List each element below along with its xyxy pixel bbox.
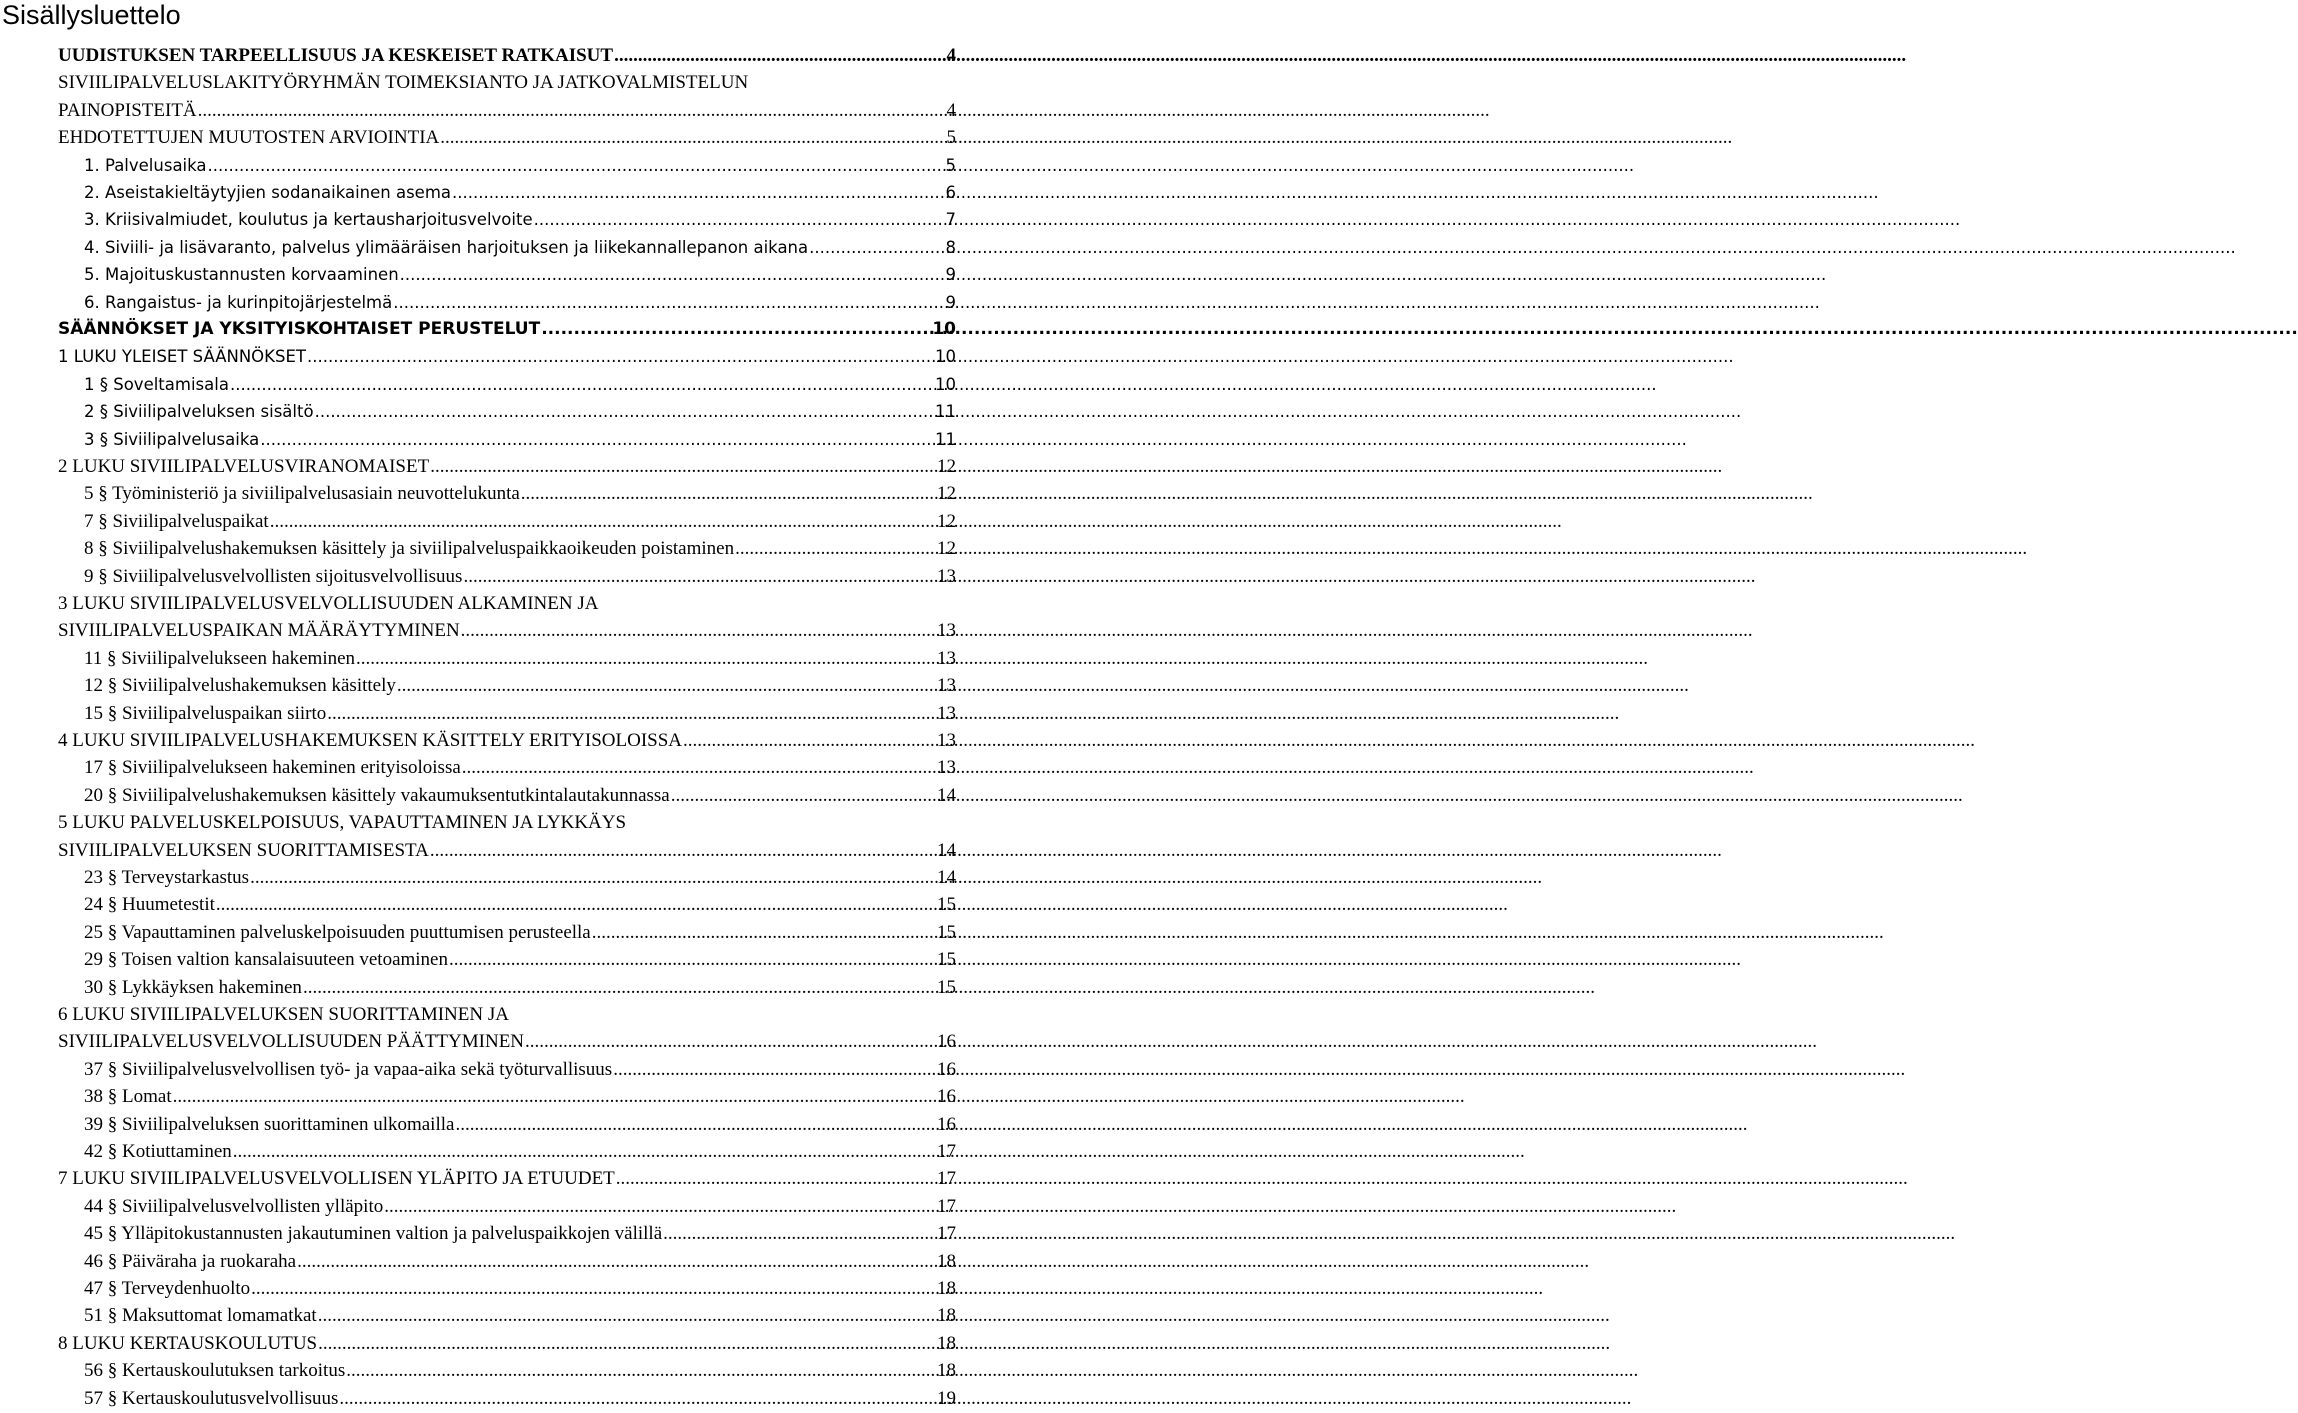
toc-entry[interactable] — [84, 1111, 956, 1138]
toc-entry-title: SIVIILIPALVELUSVELVOLLISUUDEN PÄÄTTYMINEN — [58, 1031, 525, 1053]
toc-entry-title: 44 § Siviilipalvelusvelvollisten ylläpito — [84, 1195, 384, 1217]
dot-leader — [392, 289, 942, 316]
toc-entry[interactable] — [58, 1330, 956, 1357]
toc-entry[interactable] — [84, 919, 956, 946]
toc-page-number: 4 — [946, 99, 956, 121]
toc-entry[interactable] — [84, 1275, 956, 1302]
toc-page-number: 13 — [937, 730, 956, 751]
toc-page-number: 5 — [946, 127, 956, 149]
toc-entry[interactable] — [58, 453, 956, 480]
toc-entry-title: 39 § Siviilipalveluksen suorittaminen ulkomailla — [84, 1113, 455, 1135]
toc-entry[interactable] — [84, 891, 956, 918]
dot-leader — [259, 426, 932, 453]
dot-leader — [345, 1357, 934, 1384]
toc-page-number: 12 — [937, 510, 956, 532]
dot-leader — [314, 398, 932, 425]
toc-entry-title: 3 LUKU SIVIILIPALVELUSVELVOLLISUUDEN ALKAMINEN JA — [58, 593, 599, 614]
toc-entry[interactable] — [84, 426, 956, 453]
toc-entry[interactable] — [58, 617, 956, 644]
toc-page-number: 14 — [937, 867, 956, 888]
toc-page-number: 18 — [937, 1332, 956, 1354]
toc-page-number: 16 — [937, 1113, 956, 1135]
toc-entry-title: 8 LUKU KERTAUSKOULUTUS — [58, 1332, 318, 1354]
toc-page-number: 16 — [937, 1058, 956, 1080]
toc-entry-title: 4. Siviili- ja lisävaranto, palvelus ylimääräisen harjoituksen ja liikekannallepanon aikana — [84, 237, 809, 257]
toc-entry[interactable] — [84, 179, 956, 206]
toc-page-number: 13 — [937, 757, 956, 779]
toc-entry[interactable] — [84, 1248, 956, 1275]
toc-page-number: 4 — [946, 45, 956, 66]
toc-page-number: 10 — [932, 319, 956, 339]
page-title: Sisällysluettelo — [2, 0, 181, 30]
dot-leader — [317, 1302, 934, 1329]
dot-leader — [338, 1385, 934, 1412]
toc-page-number: 10 — [935, 347, 956, 367]
toc-page-number: 18 — [937, 1360, 956, 1382]
toc-page-number: 6 — [945, 183, 956, 202]
toc-page-number: 17 — [937, 1141, 956, 1162]
dot-leader — [269, 508, 934, 535]
toc-page-number: 11 — [935, 402, 956, 422]
dot-leader — [612, 1056, 934, 1083]
toc-entry[interactable] — [84, 206, 956, 233]
toc-entry-title: 3 § Siviilipalvelusaika — [84, 429, 260, 449]
toc-entry[interactable] — [84, 1357, 956, 1384]
dot-leader — [662, 1220, 934, 1247]
dot-leader — [396, 672, 934, 699]
toc-entry[interactable] — [58, 1028, 956, 1055]
toc-entry-title: 11 § Siviilipalvelukseen hakeminen — [84, 647, 356, 669]
toc-entry-title: SIVIILIPALVELUSPAIKAN MÄÄRÄYTYMINEN — [58, 620, 460, 642]
toc-entry[interactable] — [84, 535, 956, 562]
toc-page-number: 14 — [937, 784, 956, 806]
toc-page-number: 16 — [937, 1031, 956, 1053]
dot-leader — [317, 1330, 934, 1357]
toc-page-number: 8 — [945, 237, 956, 257]
dot-leader — [355, 645, 934, 672]
dot-leader — [232, 1138, 934, 1165]
toc-entry-title: 45 § Ylläpitokustannusten jakautuminen valtion ja palveluspaikkojen välillä — [84, 1223, 663, 1245]
dot-leader — [207, 152, 943, 179]
toc-entry[interactable] — [58, 316, 956, 343]
toc-entry[interactable] — [84, 974, 956, 1001]
toc-page-number: 12 — [937, 456, 956, 477]
toc-page-number: 5 — [945, 155, 956, 175]
toc-entry[interactable] — [84, 234, 956, 261]
dot-leader — [439, 124, 943, 151]
toc-entry[interactable] — [58, 69, 956, 96]
toc-entry[interactable] — [84, 508, 956, 535]
toc-entry[interactable] — [84, 782, 956, 809]
toc-entry-title: 37 § Siviilipalvelusvelvollisen työ- ja vapaa-aika sekä työturvallisuus — [84, 1058, 613, 1080]
toc-entry-title: 24 § Huumetestit — [84, 894, 215, 916]
toc-entry[interactable] — [84, 371, 956, 398]
dot-leader — [533, 206, 943, 233]
toc-entry[interactable] — [58, 1165, 956, 1192]
toc-entry[interactable] — [84, 1220, 956, 1247]
toc-entry-title: 1. Palvelusaika — [84, 155, 207, 175]
toc-page-number: 15 — [937, 949, 956, 971]
toc-page-number: 10 — [935, 374, 956, 394]
toc-entry[interactable] — [84, 1193, 956, 1220]
toc-entry-title: 15 § Siviilipalveluspaikan siirto — [84, 702, 327, 724]
dot-leader — [682, 727, 934, 754]
toc-entry[interactable] — [58, 590, 956, 617]
toc-entry-title: 2 LUKU SIVIILIPALVELUSVIRANOMAISET — [58, 456, 430, 477]
toc-entry-title: 7 § Siviilipalveluspaikat — [84, 510, 269, 532]
toc-page-number: 12 — [937, 538, 956, 560]
toc-entry-title: 29 § Toisen valtion kansalaisuuteen vetoaminen — [84, 949, 448, 971]
dot-leader — [215, 891, 934, 918]
toc-entry-title: 6 LUKU SIVIILIPALVELUKSEN SUORITTAMINEN JA — [58, 1004, 509, 1025]
toc-entry[interactable] — [84, 1302, 956, 1329]
dot-leader — [670, 782, 934, 809]
toc-entry-title: 57 § Kertauskoulutusvelvollisuus — [84, 1387, 339, 1409]
toc-entry-title: 9 § Siviilipalvelusvelvollisten sijoitusvelvollisuus — [84, 565, 463, 587]
dot-leader — [302, 974, 934, 1001]
dot-leader — [591, 919, 934, 946]
toc-page-number: 17 — [937, 1195, 956, 1217]
toc-entry-title: 2 § Siviilipalveluksen sisältö — [84, 402, 314, 422]
toc-entry-title: SÄÄNNÖKSET JA YKSITYISKOHTAISET PERUSTELUT — [58, 319, 541, 339]
dot-leader — [326, 700, 934, 727]
dot-leader — [540, 316, 929, 343]
toc-page-number: 15 — [937, 894, 956, 916]
toc-entry[interactable] — [58, 1001, 956, 1028]
dot-leader — [250, 1275, 934, 1302]
toc-entry-title: 23 § Terveystarkastus — [84, 867, 250, 888]
toc-entry-title: EHDOTETTUJEN MUUTOSTEN ARVIOINTIA — [58, 127, 440, 149]
toc-page-number: 7 — [945, 210, 956, 230]
toc-entry-title: 30 § Lykkäyksen hakeminen — [84, 976, 302, 998]
toc-entry-title: 46 § Päiväraha ja ruokaraha — [84, 1250, 297, 1272]
toc-page-number: 14 — [937, 839, 956, 861]
dot-leader — [306, 343, 932, 370]
toc-entry[interactable] — [84, 261, 956, 288]
toc-entry[interactable] — [84, 480, 956, 507]
toc-entry[interactable] — [84, 1056, 956, 1083]
toc-entry[interactable] — [58, 809, 956, 836]
dot-leader — [229, 371, 932, 398]
dot-leader — [429, 837, 934, 864]
toc-page-number: 17 — [937, 1223, 956, 1245]
toc-entry-title: 1 § Soveltamisala — [84, 374, 229, 394]
toc-entry[interactable] — [84, 289, 956, 316]
dot-leader — [461, 754, 934, 781]
toc-page-number: 18 — [937, 1278, 956, 1299]
dot-leader — [808, 234, 942, 261]
dot-leader — [197, 97, 944, 124]
dot-leader — [462, 563, 934, 590]
toc-page-number: 17 — [937, 1168, 956, 1190]
toc-entry-title: 2. Aseistakieltäytyjien sodanaikainen asema — [84, 183, 452, 202]
toc-entry[interactable] — [58, 343, 956, 370]
toc-entry-title: 8 § Siviilipalvelushakemuksen käsittely ja siviilipalveluspaikkaoikeuden poistaminen — [84, 538, 735, 560]
toc-entry-title: 3. Kriisivalmiudet, koulutus ja kertausharjoitusvelvoite — [84, 210, 533, 230]
toc-page-number: 13 — [937, 675, 956, 697]
toc-page-number: 18 — [937, 1250, 956, 1272]
toc-entry-title: 17 § Siviilipalvelukseen hakeminen erityisoloissa — [84, 757, 461, 779]
dot-leader — [448, 946, 934, 973]
toc-page-number: 13 — [937, 565, 956, 587]
toc-entry[interactable] — [84, 864, 956, 891]
toc-entry-title: 25 § Vapauttaminen palveluskelpoisuuden puuttumisen perusteella — [84, 921, 591, 943]
toc-page-number: 13 — [937, 702, 956, 724]
toc-entry-title: 5 LUKU PALVELUSKELPOISUUS, VAPAUTTAMINEN JA LYKKÄYS — [58, 812, 627, 834]
dot-leader — [399, 261, 943, 288]
toc-entry-title: 6. Rangaistus- ja kurinpitojärjestelmä — [84, 292, 393, 312]
toc-entry-title: 56 § Kertauskoulutuksen tarkoitus — [84, 1360, 346, 1382]
toc-entry[interactable] — [84, 1138, 956, 1165]
toc-page-number: 9 — [945, 292, 956, 312]
toc-entry[interactable] — [84, 754, 956, 781]
toc-page-number: 16 — [937, 1086, 956, 1108]
toc-page-number: 18 — [937, 1305, 956, 1327]
toc-entry[interactable] — [58, 97, 956, 124]
toc-entry-title: 7 LUKU SIVIILIPALVELUSVELVOLLISEN YLÄPITO JA ETUUDET — [58, 1168, 615, 1190]
toc-page-number: 13 — [937, 647, 956, 669]
toc-page-number: 12 — [937, 483, 956, 505]
dot-leader — [615, 1165, 934, 1192]
toc-entry-title: 47 § Terveydenhuolto — [84, 1278, 251, 1299]
toc-entry[interactable] — [58, 727, 956, 754]
toc-entry-title: UUDISTUKSEN TARPEELLISUUS JA KESKEISET RATKAISUT — [58, 45, 614, 66]
toc-entry-title: 1 LUKU YLEISET SÄÄNNÖKSET — [58, 347, 306, 367]
toc-entry[interactable] — [58, 42, 956, 69]
toc-entry[interactable] — [84, 1083, 956, 1110]
toc-page-number: 19 — [937, 1387, 956, 1409]
dot-leader — [383, 1193, 934, 1220]
dot-leader — [524, 1028, 934, 1055]
toc-entry-title: 5. Majoituskustannusten korvaaminen — [84, 265, 399, 285]
toc-entry[interactable] — [84, 672, 956, 699]
toc-entry-title: SIVIILIPALVELUSLAKITYÖRYHMÄN TOIMEKSIANTO JA JATKOVALMISTELUN — [58, 72, 749, 94]
toc-entry[interactable] — [58, 837, 956, 864]
toc-page-number: 15 — [937, 921, 956, 943]
toc-entry-title: 4 LUKU SIVIILIPALVELUSHAKEMUKSEN KÄSITTELY ERITYISOLOISSA — [58, 730, 683, 751]
toc-entry[interactable] — [84, 152, 956, 179]
dot-leader — [613, 42, 943, 69]
toc-page-number: 15 — [937, 976, 956, 998]
toc-entry[interactable] — [84, 645, 956, 672]
toc-entry-title: 38 § Lomat — [84, 1086, 172, 1108]
toc-entry-title: 20 § Siviilipalvelushakemuksen käsittely vakaumuksentutkintalautakunnassa — [84, 784, 670, 806]
toc-entry-title: 12 § Siviilipalvelushakemuksen käsittely — [84, 675, 396, 697]
dot-leader — [172, 1083, 934, 1110]
dot-leader — [296, 1248, 934, 1275]
toc-entry[interactable] — [84, 1385, 956, 1412]
toc-entry[interactable] — [84, 563, 956, 590]
toc-entry-title: 51 § Maksuttomat lomamatkat — [84, 1305, 317, 1327]
toc-entry-title: SIVIILIPALVELUKSEN SUORITTAMISESTA — [58, 839, 429, 861]
dot-leader — [734, 535, 934, 562]
toc-entry-title: PAINOPISTEITÄ — [58, 99, 197, 121]
dot-leader — [520, 480, 934, 507]
dot-leader — [451, 179, 942, 206]
toc-page-number: 11 — [935, 429, 956, 449]
dot-leader — [249, 864, 934, 891]
dot-leader — [454, 1111, 934, 1138]
toc-entry[interactable] — [84, 946, 956, 973]
toc-entry[interactable] — [58, 124, 956, 151]
toc-page-number: 13 — [937, 620, 956, 642]
toc-entry[interactable] — [84, 398, 956, 425]
toc-entry-title: 42 § Kotiuttaminen — [84, 1141, 232, 1162]
dot-leader — [460, 617, 934, 644]
toc-entry-title: 5 § Työministeriö ja siviilipalvelusasiain neuvottelukunta — [84, 483, 520, 505]
toc-entry[interactable] — [84, 700, 956, 727]
dot-leader — [429, 453, 934, 480]
toc-page-number: 9 — [945, 265, 956, 285]
